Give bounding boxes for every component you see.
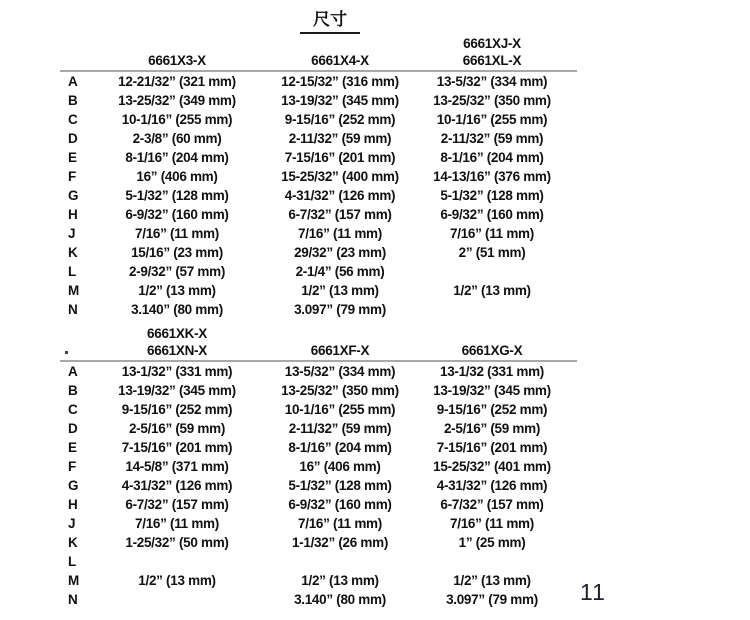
table-row: [58, 552, 574, 571]
dimension-value: 10-1/16” (255 mm): [436, 112, 548, 127]
column-header: 6661XF-X: [310, 342, 370, 358]
row-label: D: [68, 421, 78, 436]
table-row: [58, 400, 574, 419]
dimension-value: [266, 552, 414, 571]
table-row: [58, 167, 574, 186]
row-label: L: [68, 554, 76, 569]
dimension-value: 13-19/32” (345 mm): [281, 93, 399, 108]
dimension-value: 7-15/16” (201 mm): [284, 150, 396, 165]
dimension-value: 2-11/32” (59 mm): [440, 131, 544, 146]
row-label: E: [68, 150, 77, 165]
table-row: [58, 438, 574, 457]
table-row: [58, 91, 574, 110]
row-label: J: [68, 516, 76, 531]
dimension-value: 6-9/32” (160 mm): [440, 207, 544, 222]
row-label: C: [68, 402, 78, 417]
dimension-value: 3.097” (79 mm): [446, 592, 538, 607]
table-row: [58, 224, 574, 243]
table-row: [58, 129, 574, 148]
table-header-row: [58, 36, 574, 69]
dimension-value: 29/32” (23 mm): [294, 245, 386, 260]
column-header: 6661XG-X: [461, 342, 523, 358]
table-row: [58, 533, 574, 552]
row-label: B: [68, 383, 78, 398]
dimension-value: 7/16” (11 mm): [135, 226, 219, 241]
dimension-value: 13-1/32” (331 mm): [121, 364, 233, 379]
dimension-value: 1/2” (13 mm): [138, 283, 216, 298]
row-label: L: [68, 264, 76, 279]
dimension-value: 1/2” (13 mm): [301, 283, 379, 298]
dimension-value: 7/16” (11 mm): [135, 516, 219, 531]
dimension-value: 15-25/32” (400 mm): [281, 169, 399, 184]
dimension-value: 14-5/8” (371 mm): [125, 459, 229, 474]
table-row: [58, 381, 574, 400]
row-label: C: [68, 112, 78, 127]
row-label: K: [68, 535, 78, 550]
dimension-value: 3.140” (80 mm): [294, 592, 386, 607]
table-row: [58, 457, 574, 476]
row-label: A: [68, 364, 78, 379]
dimension-value: 3.140” (80 mm): [131, 302, 223, 317]
row-label: A: [68, 74, 78, 89]
dimension-value: 8-1/16” (204 mm): [125, 150, 229, 165]
table-row: [58, 281, 574, 300]
dimension-value: 15-25/32” (401 mm): [433, 459, 551, 474]
dimension-value: 13-25/32” (350 mm): [433, 93, 551, 108]
row-label: M: [68, 573, 79, 588]
table-row: [58, 243, 574, 262]
table-row: [58, 362, 574, 381]
dimensions-table-1: [58, 36, 574, 319]
dimension-value: [88, 552, 266, 571]
dimension-value: 1/2” (13 mm): [453, 283, 531, 298]
dimension-value: 3.097” (79 mm): [294, 302, 386, 317]
dimension-value: 2-1/4” (56 mm): [295, 264, 385, 279]
table-row: [58, 476, 574, 495]
dimension-value: 6-9/32” (160 mm): [125, 207, 229, 222]
dimension-value: 5-1/32” (128 mm): [125, 188, 229, 203]
dimension-value: 8-1/16” (204 mm): [440, 150, 544, 165]
dimension-value: 6-7/32” (157 mm): [125, 497, 229, 512]
dimension-value: 9-15/16” (252 mm): [121, 402, 233, 417]
dimension-value: 7/16” (11 mm): [298, 516, 382, 531]
row-label: F: [68, 169, 76, 184]
dimension-value: 2-5/16” (59 mm): [443, 421, 541, 436]
dimension-value: [414, 300, 570, 319]
table-rows: [58, 362, 574, 609]
dimension-value: 16” (406 mm): [299, 459, 381, 474]
dimension-value: [414, 262, 570, 281]
column-header: 6661XJ-X 6661XL-X: [462, 36, 522, 68]
table-row: [58, 419, 574, 438]
dimension-value: 13-5/32” (334 mm): [284, 364, 396, 379]
dimension-value: [88, 590, 266, 609]
table-row: [58, 186, 574, 205]
dimension-value: 7-15/16” (201 mm): [436, 440, 548, 455]
dimension-value: 6-7/32” (157 mm): [288, 207, 392, 222]
dimension-value: 1” (25 mm): [458, 535, 526, 550]
table-row: [58, 590, 574, 609]
dimension-value: 9-15/16” (252 mm): [284, 112, 396, 127]
dimension-value: 15/16” (23 mm): [131, 245, 223, 260]
dimension-value: 13-1/32 (331 mm): [439, 364, 544, 379]
row-label: B: [68, 93, 78, 108]
table-row: [58, 262, 574, 281]
row-label: H: [68, 497, 78, 512]
column-header: 6661X3-X: [148, 52, 206, 68]
dimension-value: 13-25/32” (350 mm): [281, 383, 399, 398]
dimension-value: 6-7/32” (157 mm): [440, 497, 544, 512]
table-row: [58, 110, 574, 129]
page-number: 11: [580, 579, 606, 605]
column-header: 6661X4-X: [311, 52, 369, 68]
dimension-value: 4-31/32” (126 mm): [284, 188, 396, 203]
row-label: H: [68, 207, 78, 222]
dimension-value: 2” (51 mm): [458, 245, 526, 260]
dimension-value: 2-9/32” (57 mm): [128, 264, 226, 279]
dimension-value: 1/2” (13 mm): [301, 573, 379, 588]
row-label: J: [68, 226, 76, 241]
dimension-value: 1-25/32” (50 mm): [125, 535, 229, 550]
row-label: D: [68, 131, 78, 146]
row-label: N: [68, 302, 78, 317]
row-label: M: [68, 283, 79, 298]
table-row: [58, 72, 574, 91]
dimension-value: 13-19/32” (345 mm): [118, 383, 236, 398]
dimension-value: 8-1/16” (204 mm): [288, 440, 392, 455]
table-header-row: [58, 326, 574, 359]
dimension-value: 5-1/32” (128 mm): [440, 188, 544, 203]
dimension-value: 5-1/32” (128 mm): [288, 478, 392, 493]
column-header: 6661XK-X 6661XN-X: [147, 326, 207, 358]
dimension-value: 7/16” (11 mm): [298, 226, 382, 241]
dimension-value: 4-31/32” (126 mm): [436, 478, 548, 493]
table-rows: [58, 72, 574, 319]
dimension-value: 1/2” (13 mm): [453, 573, 531, 588]
dimension-value: 7/16” (11 mm): [450, 226, 534, 241]
dimension-value: 2-11/32” (59 mm): [288, 421, 392, 436]
dimension-value: 13-5/32” (334 mm): [436, 74, 548, 89]
dimension-value: 14-13/16” (376 mm): [433, 169, 551, 184]
dimension-value: 7-15/16” (201 mm): [121, 440, 233, 455]
dimensions-table-2: [58, 326, 574, 609]
dimension-value: 1/2” (13 mm): [138, 573, 216, 588]
dimension-value: 6-9/32” (160 mm): [288, 497, 392, 512]
row-label: F: [68, 459, 76, 474]
row-label: N: [68, 592, 78, 607]
dimension-value: 10-1/16” (255 mm): [284, 402, 396, 417]
table-row: [58, 495, 574, 514]
dimension-value: 10-1/16” (255 mm): [121, 112, 233, 127]
dimension-value: 2-3/8” (60 mm): [132, 131, 222, 146]
row-label: G: [68, 478, 79, 493]
row-label: E: [68, 440, 77, 455]
dimension-value: 1-1/32” (26 mm): [291, 535, 389, 550]
dimension-value: 13-25/32” (349 mm): [118, 93, 236, 108]
table-row: [58, 571, 574, 590]
dimension-value: 2-5/16” (59 mm): [128, 421, 226, 436]
dimension-value: 7/16” (11 mm): [450, 516, 534, 531]
row-label: K: [68, 245, 78, 260]
page-title: 尺寸: [300, 10, 360, 34]
dimension-value: 13-19/32” (345 mm): [433, 383, 551, 398]
dimension-value: 16” (406 mm): [136, 169, 218, 184]
dimension-value: 12-15/32” (316 mm): [281, 74, 399, 89]
dimension-value: 9-15/16” (252 mm): [436, 402, 548, 417]
table-row: [58, 205, 574, 224]
dimension-value: [414, 552, 570, 571]
row-label: G: [68, 188, 79, 203]
dimension-value: 12-21/32” (321 mm): [118, 74, 236, 89]
table-row: [58, 514, 574, 533]
table-row: [58, 300, 574, 319]
dimension-value: 2-11/32” (59 mm): [288, 131, 392, 146]
table-row: [58, 148, 574, 167]
dimension-value: 4-31/32” (126 mm): [121, 478, 233, 493]
